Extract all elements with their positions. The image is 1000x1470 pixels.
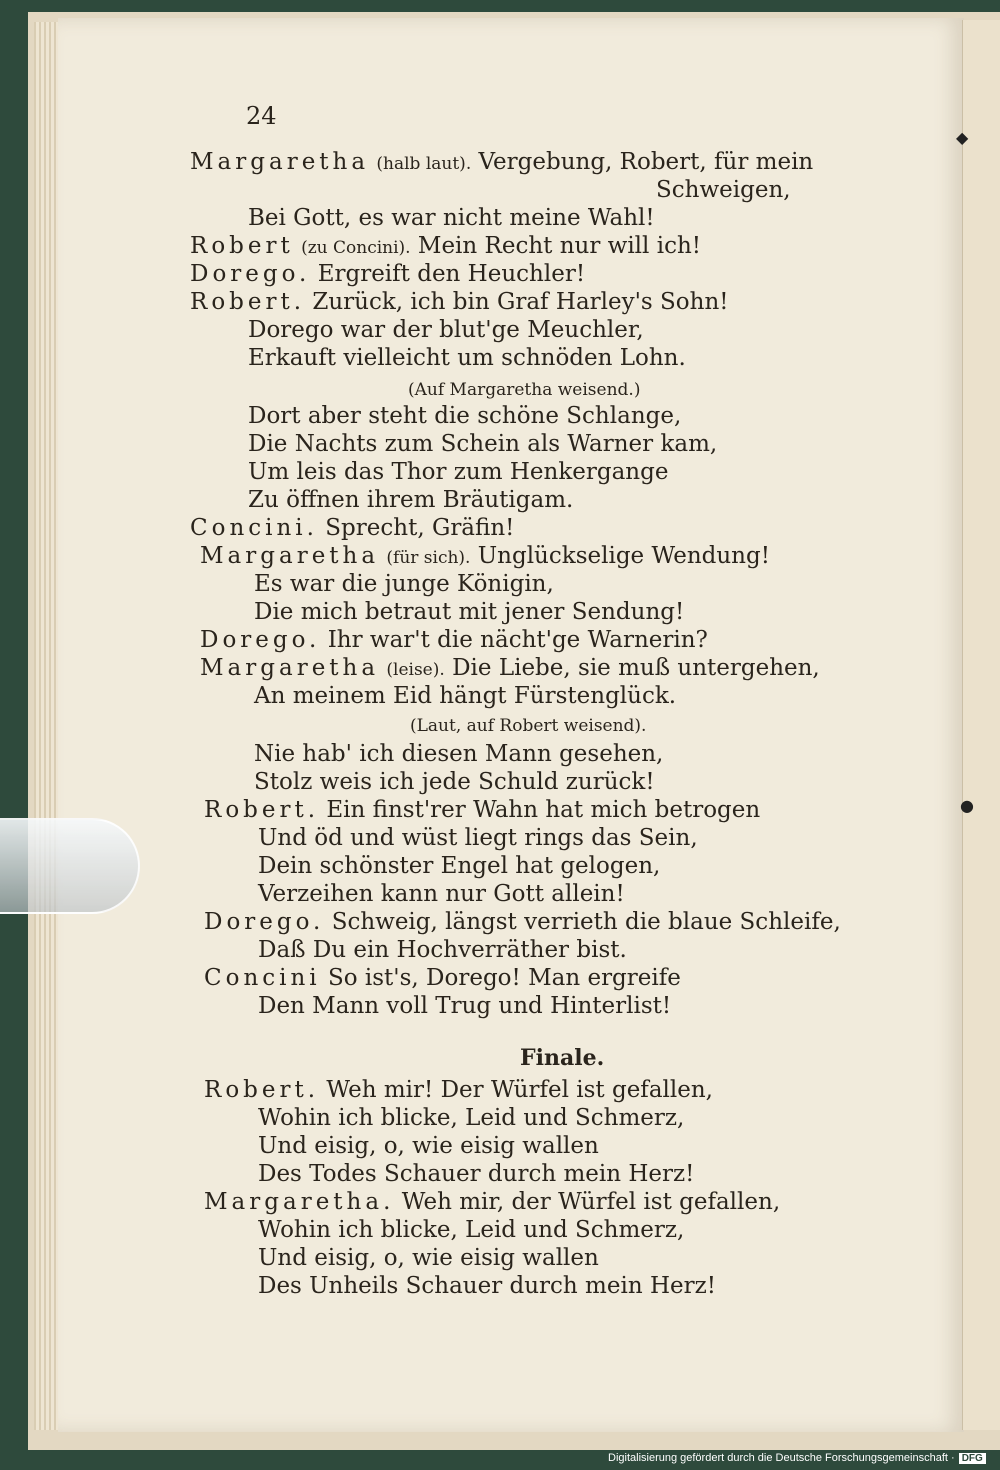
text-line — [258, 880, 625, 908]
speaker-name: Margaretha. — [204, 1189, 395, 1215]
text-line — [258, 824, 698, 852]
stage-direction: (Auf Margaretha weisend.) — [408, 380, 641, 400]
text-line — [254, 768, 655, 796]
text-line — [190, 288, 729, 316]
speaker-name: Dorego. — [200, 627, 321, 653]
speaker-name: Concini — [204, 965, 321, 991]
text-line — [656, 176, 791, 204]
text-line — [254, 740, 663, 768]
line-text: Erkauft vielleicht um schnöden Lohn. — [248, 345, 686, 371]
line-text: Die Liebe, sie muß untergehen, — [452, 655, 820, 681]
text-line — [204, 964, 681, 992]
line-text: Vergebung, Robert, für mein — [478, 149, 814, 175]
line-text: Bei Gott, es war nicht meine Wahl! — [248, 205, 655, 231]
text-line — [200, 626, 708, 654]
page-number: 24 — [246, 102, 277, 130]
line-text: Die Nachts zum Schein als Warner kam, — [248, 431, 718, 457]
text-line — [248, 316, 644, 344]
line-text: Zu öffnen ihrem Bräutigam. — [248, 487, 574, 513]
line-text: Es war die junge Königin, — [254, 571, 554, 597]
next-page-edge — [962, 20, 1000, 1430]
line-text: Ergreift den Heuchler! — [317, 261, 586, 287]
binding-mark-icon: ◆ — [956, 128, 969, 147]
line-text: Wohin ich blicke, Leid und Schmerz, — [258, 1217, 685, 1243]
text-line — [410, 710, 646, 740]
line-text: Weh mir, der Würfel ist gefallen, — [401, 1189, 781, 1215]
text-line — [258, 1132, 599, 1160]
line-text: Dein schönster Engel hat gelogen, — [258, 853, 661, 879]
text-line — [258, 1272, 716, 1300]
speaker-name: Dorego. — [190, 261, 311, 287]
line-text: An meinem Eid hängt Fürstenglück. — [254, 683, 677, 709]
line-text: Den Mann voll Trug und Hinterlist! — [258, 993, 672, 1019]
text-line — [190, 514, 514, 542]
line-text: Sprecht, Gräfin! — [325, 515, 515, 541]
line-text: Und eisig, o, wie eisig wallen — [258, 1245, 599, 1271]
text-line — [200, 654, 820, 684]
speaker-name: Dorego. — [204, 909, 325, 935]
text-line — [190, 232, 701, 262]
speaker-name: Concini. — [190, 515, 318, 541]
text-line — [248, 458, 668, 486]
dfg-logo: DFG — [959, 1453, 986, 1464]
line-text: Mein Recht nur will ich! — [417, 233, 701, 259]
line-text: Schweigen, — [656, 177, 791, 203]
page-edges — [34, 22, 60, 1430]
stage-direction: (zu Concini). — [301, 238, 411, 258]
text-line — [254, 570, 554, 598]
text-line — [258, 936, 627, 964]
speaker-name: Margaretha — [190, 149, 370, 175]
text-line — [204, 1076, 713, 1104]
line-text: Nie hab' ich diesen Mann gesehen, — [254, 741, 664, 767]
binding-mark-icon: ● — [960, 796, 974, 815]
line-text: Dorego war der blut'ge Meuchler, — [248, 317, 644, 343]
text-line — [204, 908, 841, 936]
text-line — [248, 204, 655, 232]
text-line — [258, 1216, 684, 1244]
line-text: Verzeihen kann nur Gott allein! — [258, 881, 625, 907]
speaker-name: Robert. — [190, 289, 306, 315]
speaker-name: Margaretha — [200, 543, 380, 569]
line-text: So ist's, Dorego! Man ergreife — [327, 965, 681, 991]
speaker-name: Robert — [190, 233, 294, 259]
text-line — [248, 430, 717, 458]
stage-direction: (für sich). — [386, 548, 471, 568]
line-text: Ein finst'rer Wahn hat mich betrogen — [326, 797, 761, 823]
line-text: Schweig, längst verrieth die blaue Schleife, — [331, 909, 841, 935]
stage-direction: (halb laut). — [376, 154, 472, 174]
line-text: Ihr war't die nächt'ge Warnerin? — [327, 627, 708, 653]
text-line — [258, 1104, 684, 1132]
section-heading — [520, 1044, 604, 1072]
page-clip — [0, 818, 140, 914]
text-line — [248, 486, 573, 514]
line-text: Unglückselige Wendung! — [477, 543, 770, 569]
text-line — [248, 344, 686, 372]
line-text: Zurück, ich bin Graf Harley's Sohn! — [312, 289, 729, 315]
text-line — [200, 542, 770, 572]
line-text: Weh mir! Der Würfel ist gefallen, — [326, 1077, 713, 1103]
speaker-name: Robert. — [204, 797, 320, 823]
text-line — [248, 402, 681, 430]
line-text: Um leis das Thor zum Henkergange — [248, 459, 669, 485]
line-text: Daß Du ein Hochverräther bist. — [258, 937, 627, 963]
text-line — [258, 1244, 599, 1272]
line-text: Stolz weis ich jede Schuld zurück! — [254, 769, 655, 795]
text-line — [190, 260, 585, 288]
line-text: Des Unheils Schauer durch mein Herz! — [258, 1273, 716, 1299]
line-text: Dort aber steht die schöne Schlange, — [248, 403, 682, 429]
speaker-name: Margaretha — [200, 655, 380, 681]
text-line — [190, 148, 813, 178]
text-line — [204, 1188, 780, 1216]
footer-credit — [608, 1452, 986, 1464]
text-line — [254, 598, 684, 626]
line-text: Des Todes Schauer durch mein Herz! — [258, 1161, 695, 1187]
line-text: Und öd und wüst liegt rings das Sein, — [258, 825, 698, 851]
book-page — [58, 18, 964, 1432]
line-text: Wohin ich blicke, Leid und Schmerz, — [258, 1105, 685, 1131]
footer-text: Digitalisierung gefördert durch die Deutsche Forschungsgemeinschaft · — [608, 1452, 955, 1464]
text-line — [408, 374, 640, 404]
text-line — [258, 852, 660, 880]
line-text: Und eisig, o, wie eisig wallen — [258, 1133, 599, 1159]
text-line — [254, 682, 676, 710]
text-line — [258, 1160, 694, 1188]
text-line — [258, 992, 671, 1020]
stage-direction: (Laut, auf Robert weisend). — [410, 716, 647, 736]
stage-direction: (leise). — [386, 660, 445, 680]
line-text: Die mich betraut mit jener Sendung! — [254, 599, 685, 625]
speaker-name: Robert. — [204, 1077, 320, 1103]
text-line — [204, 796, 760, 824]
heading-text: Finale. — [520, 1045, 605, 1071]
